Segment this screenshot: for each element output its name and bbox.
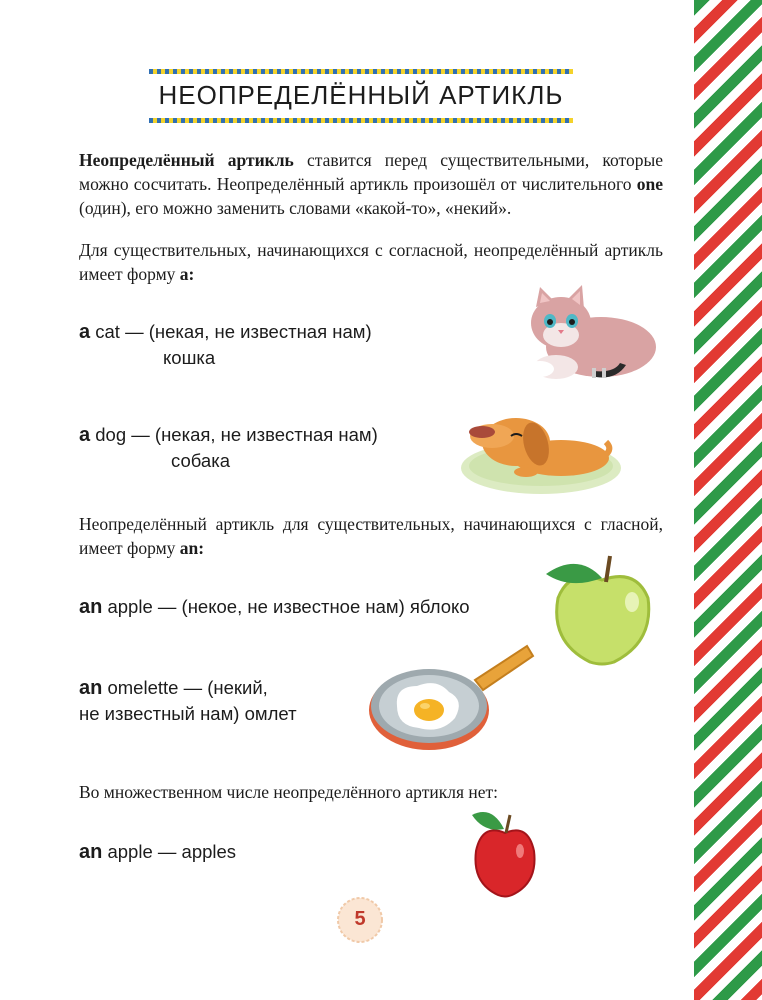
red-apple-illustration (468, 803, 543, 899)
example-omelette-line2: не известный нам) омлет (79, 703, 297, 724)
example-dog-article: a (79, 424, 91, 446)
consonant-rule-text: Для существительных, начинающихся с согласной, неопределённый артикль имеет форму (79, 240, 663, 284)
green-apple-illustration (540, 550, 665, 668)
plural-rule-paragraph: Во множественном числе неопределённого артикля нет: (79, 782, 499, 802)
example-plural (79, 839, 236, 865)
cat-illustration (516, 285, 661, 385)
example-omelette (79, 675, 297, 726)
dog-illustration (456, 400, 626, 500)
vowel-rule-form: an: (179, 538, 205, 558)
example-apple-article: an (79, 596, 103, 618)
example-apple-word: apple — (некое, не известное нам) яблоко (102, 596, 470, 617)
example-cat-translation: кошка (163, 347, 216, 368)
example-dog-word: dog — (некая, не известная нам) (90, 424, 378, 445)
example-plural-article: an (79, 841, 103, 863)
title-border-bottom (149, 118, 573, 123)
intro-bold-one: one (636, 174, 663, 194)
intro-bold-lead: Неопределённый артикль (79, 150, 294, 170)
intro-text-1: ставится перед существительными, которые можно сосчитать. Неопределённый артикль произошёл от числительного (79, 150, 663, 194)
title-band (149, 69, 573, 123)
example-omelette-word: omelette — (некий, (102, 677, 268, 698)
vowel-rule-text: Неопределённый артикль для существительных, начинающихся с гласной, имеет форму (79, 514, 663, 558)
frying-pan-illustration (367, 640, 537, 755)
example-cat-word: cat — (некая, не известная нам) (90, 321, 372, 342)
page-number: 5 (354, 908, 366, 930)
page-title: НЕОПРЕДЕЛЁННЫЙ АРТИКЛЬ (158, 80, 564, 110)
example-plural-text: apple — apples (102, 841, 237, 862)
title-border-top (149, 69, 573, 74)
page-number-badge (337, 897, 383, 943)
example-dog (79, 422, 378, 473)
example-dog-translation: собака (171, 450, 230, 471)
example-cat (79, 319, 372, 370)
intro-text-2: (один), его можно заменить словами «какой-то», «некий». (79, 198, 512, 218)
example-omelette-article: an (79, 677, 103, 699)
example-cat-article: a (79, 321, 91, 343)
decorative-stripe-border (694, 0, 762, 1000)
example-apple (79, 594, 470, 620)
consonant-rule-paragraph (79, 238, 663, 286)
intro-paragraph (79, 148, 663, 220)
consonant-rule-form: a: (179, 264, 195, 284)
